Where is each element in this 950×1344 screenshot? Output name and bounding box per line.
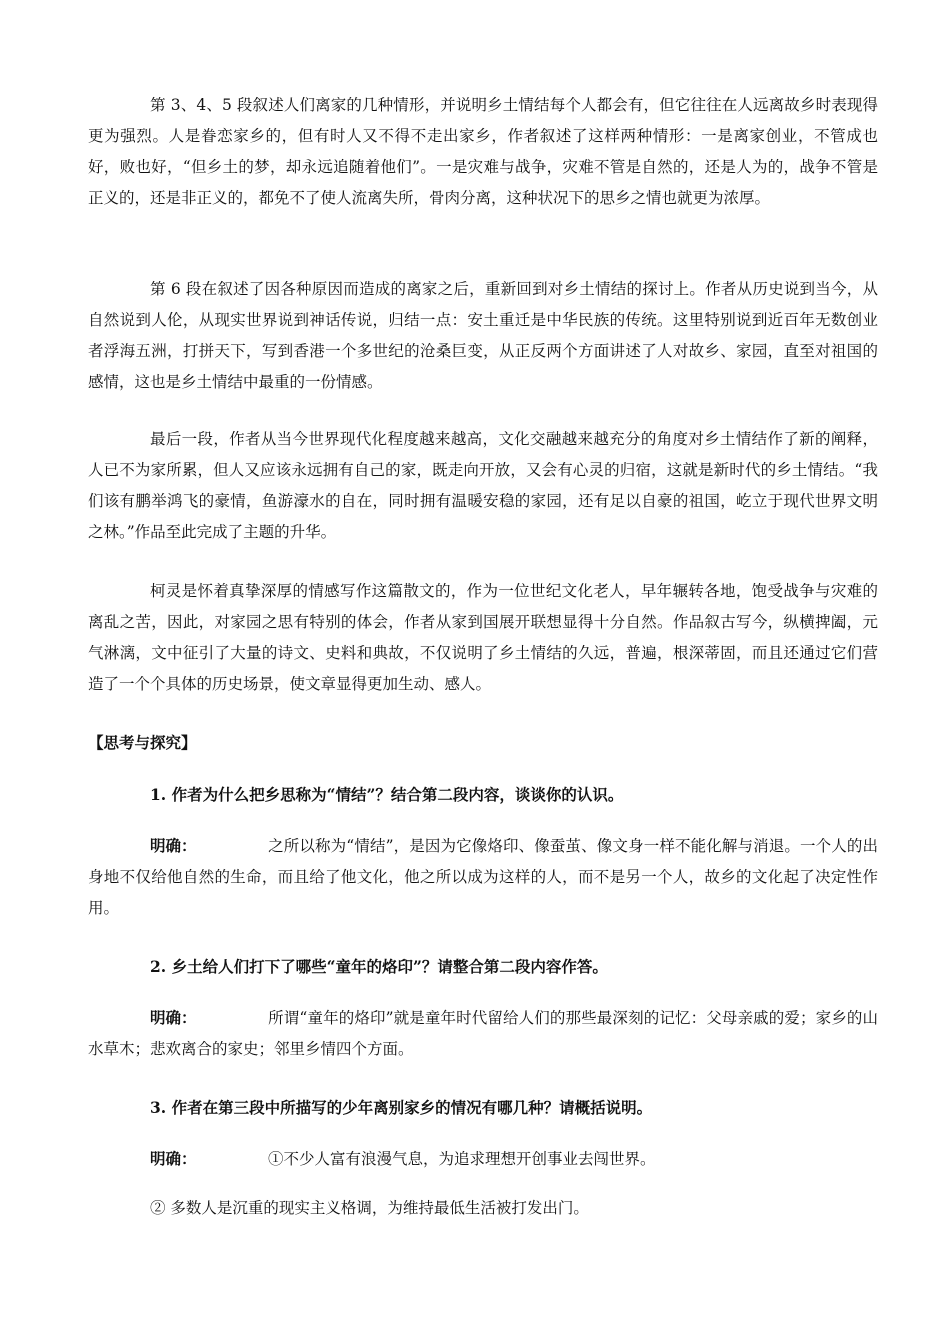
question-3: 3. 作者在第三段中所描写的少年离别家乡的情况有哪几种？请概括说明。: [150, 1098, 653, 1117]
answer-3-extra-line: ② 多数人是沉重的现实主义格调，为维持最低生活被打发出门。: [150, 1199, 589, 1217]
question-2: 2. 乡土给人们打下了哪些“童年的烙印”？请整合第二段内容作答。: [150, 957, 608, 976]
answer-label: 明确：: [150, 1008, 197, 1027]
answer-text: 之所以称为“情结”，是因为它像烙印、像蚕茧、像文身一样不能化解与消退。一个人的出身地不仅给他自然的生命，而且给了他文化，他之所以成为这样的人，而不是另一个人，故乡的文化起了决定性作用。: [88, 837, 878, 917]
answer-1: [88, 830, 878, 924]
answer-label: 明确：: [150, 836, 197, 855]
question-1: 1. 作者为什么把乡思称为“情结”？结合第二段内容，谈谈你的认识。: [150, 785, 624, 804]
paragraph-4: 柯灵是怀着真挚深厚的情感写作这篇散文的，作为一位世纪文化老人，早年辗转各地，饱受战争与灾难的离乱之苦，因此，对家园之思有特别的体会，作者从家到国展开联想显得十分自然。作品叙古写今，纵横捭阖，元气淋漓，文中征引了大量的诗文、史料和典故，不仅说明了乡土情结的久远，普遍，根深蒂固，而且还通过它们营造了一个个具体的历史场景，使文章显得更加生动、感人。: [88, 582, 878, 693]
section-heading: 【思考与探究】: [88, 733, 197, 752]
paragraph-1: 第 3、4、5 段叙述人们离家的几种情形，并说明乡土情结每个人都会有，但它往往在人远离故乡时表现得更为强烈。人是眷恋家乡的，但有时人又不得不走出家乡，作者叙述了这样两种情形：一是离家创业，不管成也好，败也好，“但乡土的梦，却永远追随着他们”。一是灾难与战争，灾难不管是自然的，还是人为的，战争不管是正义的，还是非正义的，都免不了使人流离失所，骨肉分离，这种状况下的思乡之情也就更为浓厚。: [88, 96, 878, 207]
answer-2: [88, 1002, 878, 1065]
answer-text: ①不少人富有浪漫气息，为追求理想开创事业去闯世界。: [268, 1150, 656, 1168]
paragraph-3: 最后一段，作者从当今世界现代化程度越来越高，文化交融越来越充分的角度对乡土情结作了新的阐释，人已不为家所累，但人又应该永远拥有自己的家，既走向开放，又会有心灵的归宿，这就是新时代的乡土情结。“我们该有鹏举鸿飞的豪情，鱼游濠水的自在，同时拥有温暖安稳的家园，还有足以自豪的祖国，屹立于现代世界文明之林。”作品至此完成了主题的升华。: [88, 430, 878, 541]
answer-label: 明确：: [150, 1149, 197, 1168]
answer-text: 所谓“童年的烙印”就是童年时代留给人们的那些最深刻的记忆：父母亲戚的爱；家乡的山水草木；悲欢离合的家史；邻里乡情四个方面。: [88, 1009, 878, 1058]
answer-3: [88, 1143, 878, 1175]
paragraph-2: 第 6 段在叙述了因各种原因而造成的离家之后，重新回到对乡土情结的探讨上。作者从历史说到当今，从自然说到人伦，从现实世界说到神话传说，归结一点：安土重迁是中华民族的传统。这里特别说到近百年无数创业者浮海五洲，打拼天下，写到香港一个多世纪的沧桑巨变，从正反两个方面讲述了人对故乡、家园，直至对祖国的感情，这也是乡土情结中最重的一份情感。: [88, 280, 878, 391]
